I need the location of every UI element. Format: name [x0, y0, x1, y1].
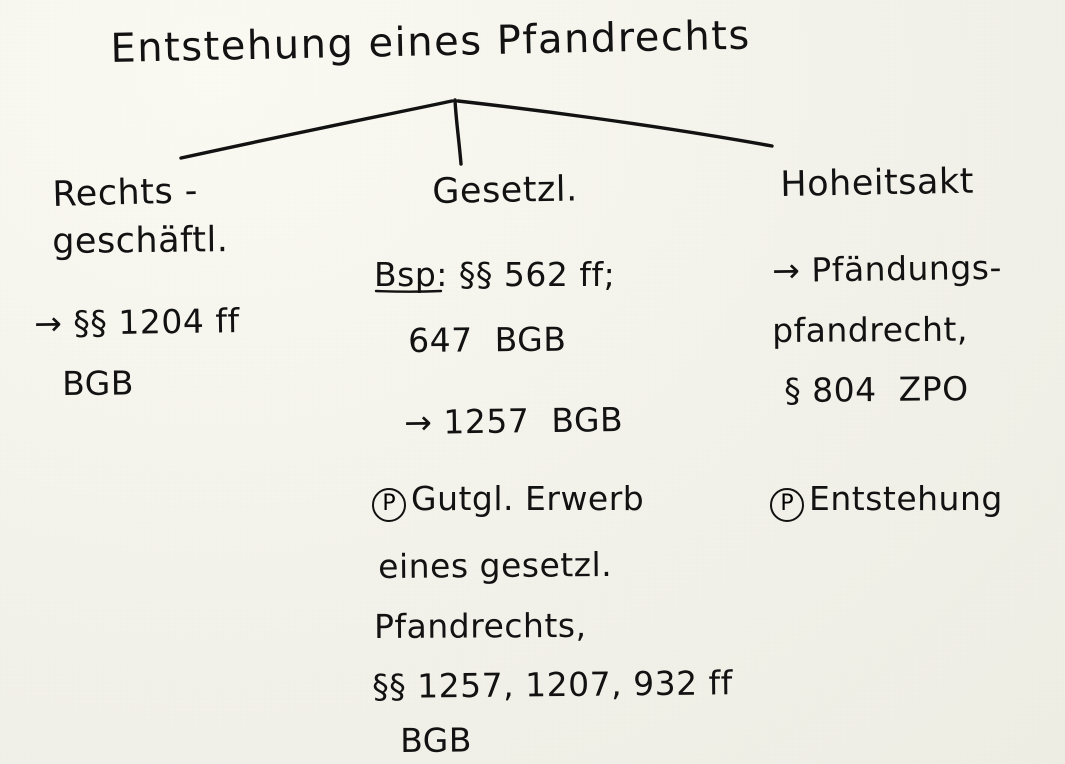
- diagram-title: Entstehung eines Pfandrechts: [110, 12, 752, 72]
- branch-gesetzlich-problem-line-2: eines gesetzl.: [377, 544, 613, 586]
- branch-heading-gesetzlich: Gesetzl.: [432, 169, 579, 212]
- branch-hoheitsakt-line-2: pfandrecht,: [771, 309, 969, 350]
- branch-hoheitsakt-line-1: → Pfändungs-: [771, 247, 1003, 290]
- branch-gesetzlich-line-1: Bsp: §§ 562 ff;: [374, 255, 616, 294]
- branch-heading-hoheitsakt: Hoheitsakt: [780, 161, 975, 205]
- branch-hoheitsakt-problem-line-1: Entstehung: [809, 479, 1003, 518]
- branch-gesetzlich-line-3: → 1257 BGB: [403, 399, 624, 442]
- branch-gesetzlich-problem-line-5: BGB: [399, 720, 473, 760]
- branch-gesetzlich-problem-line-1: Gutgl. Erwerb: [411, 479, 645, 518]
- branch-rechtsgeschaeftlich-line-2: BGB: [61, 363, 135, 403]
- branch-hoheitsakt-line-3: § 804 ZPO: [783, 369, 969, 410]
- problem-marker-icon: P: [770, 488, 804, 522]
- branch-hoheitsakt-problem-row: [770, 480, 1003, 522]
- branch-rechtsgeschaeftlich-line-1: → §§ 1204 ff: [33, 301, 240, 343]
- problem-marker-icon: P: [372, 488, 406, 522]
- branch-heading-rechtsgeschaeftlich-line1: Rechts -: [52, 171, 199, 215]
- branch-gesetzlich-problem-row: [372, 480, 644, 522]
- branch-gesetzlich-line-1-wrap: [374, 256, 615, 295]
- branch-gesetzlich-problem-line-3: Pfandrechts,: [373, 605, 587, 646]
- branch-gesetzlich-problem-line-4: §§ 1257, 1207, 932 ff: [371, 663, 734, 706]
- branch-gesetzlich-line-2: 647 BGB: [407, 319, 567, 360]
- branch-heading-rechtsgeschaeftlich-line2: geschäftl.: [52, 220, 229, 262]
